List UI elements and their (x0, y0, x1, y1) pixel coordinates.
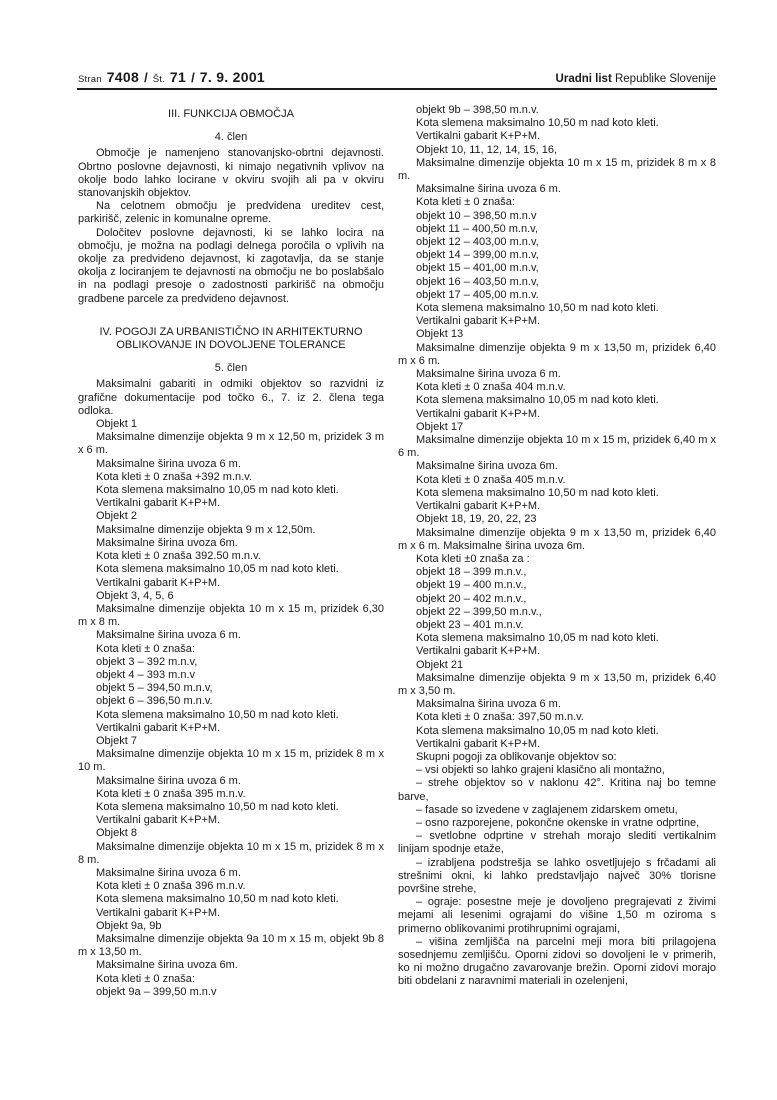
paragraph: Kota slemena maksimalno 10,50 m nad koto kleti. (96, 893, 339, 906)
paragraph: Maksimalne dimenzije objekta 9 m x 13,50 m, prizidek 6,40 m x 3,50 m. (398, 671, 716, 697)
paragraph: Maksimalne dimenzije objekta 9 m x 12,50m. (96, 523, 316, 536)
paragraph: Kota kleti ± 0 znaša 395 m.n.v. (96, 787, 246, 800)
paragraph: objekt 10 – 398,50 m.n.v (416, 209, 537, 222)
paragraph: Kota kleti ± 0 znaša: 397,50 m.n.v. (416, 711, 584, 724)
paragraph: Kota slemena maksimalno 10,05 m nad koto kleti. (96, 484, 339, 497)
paragraph: – ograje: posestne meje je dovoljeno pregrajevati z živimi mejami ali lesenimi ograjami do višine 1,50 m oziroma s primerno oblikovanimi protihrupnimi ograjami, (398, 896, 716, 935)
paragraph: Maksimalna širina uvoza 6 m. (416, 698, 561, 711)
gazette-title (556, 73, 716, 85)
paragraph: Vertikalni gabarit K+P+M. (96, 814, 221, 827)
page-number: 7408 (106, 69, 140, 85)
gazette-name: Uradni list (555, 73, 612, 85)
paragraph: Objekt 2 (96, 510, 137, 523)
paragraph: objekt 19 – 400 m.n.v., (416, 579, 527, 592)
paragraph: Maksimalni gabariti in odmiki objektov so razvidni iz grafične dokumentacije pod točko 6., 7. iz 2. člena tega odloka. (78, 378, 384, 417)
paragraph: Objekt 10, 11, 12, 14, 15, 16, (416, 143, 558, 156)
paragraph: Kota slemena maksimalno 10,05 m nad koto kleti. (416, 394, 659, 407)
paragraph: Kota kleti ± 0 znaša 404 m.n.v. (416, 381, 566, 394)
text-columns (78, 104, 716, 999)
paragraph: Objekt 3, 4, 5, 6 (96, 589, 174, 602)
paragraph: Na celotnem območju je predvidena ureditev cest, parkirišč, zelenic in komunalne opreme. (78, 200, 384, 226)
paragraph: Vertikalni gabarit K+P+M. (416, 737, 541, 750)
paragraph: Objekt 8 (96, 827, 137, 840)
paragraph: Maksimalne širina uvoza 6 m. (416, 368, 561, 381)
section-heading: 5. člen (214, 362, 248, 375)
paragraph: Kota kleti ± 0 znaša 396 m.n.v. (96, 880, 246, 893)
paragraph: objekt 11 – 400,50 m.n.v, (416, 222, 538, 235)
issue-number: 71 (169, 69, 187, 85)
paragraph: Kota slemena maksimalno 10,50 m nad koto kleti. (96, 800, 339, 813)
paragraph: Objekt 21 (416, 658, 464, 671)
paragraph: Maksimalne širina uvoza 6 m. (416, 183, 561, 196)
issue-label: Št. (152, 74, 165, 85)
section-heading: III. FUNKCIJA OBMOČJA (168, 108, 294, 120)
paragraph: Objekt 1 (96, 418, 137, 431)
paragraph: Skupni pogoji za oblikovanje objektov so: (416, 750, 617, 763)
paragraph: Kota kleti ± 0 znaša: (416, 196, 515, 209)
paragraph: objekt 16 – 403,50 m.n.v, (416, 275, 539, 288)
paragraph: Objekt 7 (96, 734, 137, 747)
separator-slash: / (191, 70, 195, 85)
paragraph: Maksimalne dimenzije objekta 9 m x 13,50 m, prizidek 6,40 m x 6 m. (398, 341, 716, 367)
paragraph: Vertikalni gabarit K+P+M. (416, 645, 541, 658)
section-heading: 4. člen (214, 131, 248, 144)
paragraph: objekt 20 – 402 m.n.v., (416, 592, 527, 605)
header-rule (77, 88, 717, 90)
paragraph: objekt 23 – 401 m.n.v. (416, 618, 524, 631)
paragraph: objekt 9b – 398,50 m.n.v. (416, 104, 539, 116)
paragraph: Kota slemena maksimalno 10,05 m nad koto kleti. (416, 632, 659, 645)
paragraph: Maksimalne dimenzije objekta 10 m x 15 m, prizidek 8 m x 8 m. (398, 156, 716, 183)
paragraph: Objekt 17 (416, 420, 464, 433)
paragraph: Maksimalne širina uvoza 6 m. (96, 774, 241, 787)
paragraph: Objekt 13 (416, 328, 464, 341)
paragraph: – vsi objekti so lahko grajeni klasično ali montažno, (416, 764, 665, 777)
paragraph: Maksimalne dimenzije objekta 10 m x 15 m, prizidek 6,30 m x 8 m. (78, 602, 384, 629)
paragraph: Maksimalne širina uvoza 6m. (96, 959, 238, 972)
paragraph: Vertikalni gabarit K+P+M. (416, 130, 541, 143)
paragraph: Objekt 18, 19, 20, 22, 23 (416, 513, 537, 526)
left-column (78, 104, 384, 999)
page-header (78, 69, 716, 85)
paragraph: Kota slemena maksimalno 10,50 m nad koto kleti. (416, 117, 659, 130)
paragraph: Kota kleti ± 0 znaša 392.50 m.n.v. (96, 550, 261, 563)
paragraph: objekt 5 – 394,50 m.n.v, (96, 682, 213, 695)
paragraph: Maksimalne dimenzije objekta 9 m x 13,50 m, prizidek 6,40 m x 6 m. Maksimalne širina uvoza 6m. (398, 526, 716, 552)
paragraph: Kota kleti ±0 znaša za : (416, 552, 530, 565)
gazette-subtitle: Republike Slovenije (614, 73, 716, 85)
paragraph: – višina zemljišča na parcelni meji mora biti prilagojena sosednjemu zemljišču. Oporni zidovi so dovoljeni le v primerih, ko ni možno drugačno zavarovanje brežin. Oporni zidovi morajo biti obdelani z naravnimi materiali in ozelenjeni, (398, 935, 716, 988)
header-pagination (78, 69, 265, 85)
right-column (398, 104, 716, 999)
paragraph: Objekt 9a, 9b (96, 919, 162, 932)
paragraph: Kota slemena maksimalno 10,50 m nad koto kleti. (416, 302, 659, 315)
paragraph: objekt 18 – 399 m.n.v., (416, 566, 527, 579)
paragraph: – izrabljena podstrešja se lahko osvetljujejo s frčadami ali strešnimi okni, ki lahko predstavljajo največ 30% tlorisne površine strehe, (398, 856, 716, 895)
paragraph: Določitev poslovne dejavnosti, ki se lahko locira na območju, je možna na podlagi delnega poročila o vplivih na okolje za predvideno dejavnost, ki zagotavlja, da se stanje okolja z lociranjem te dejavnosti na območju ne bo poslabšalo in na podlagi presoje o zadostnosti parkirišč na območju gradbene parcele za predvideno dejavnost. (78, 226, 384, 305)
paragraph: Kota kleti ± 0 znaša: (96, 642, 195, 655)
paragraph: Vertikalni gabarit K+P+M. (96, 721, 221, 734)
paragraph: – fasade so izvedene v zaglajenem zidarskem ometu, (416, 803, 678, 816)
paragraph: objekt 6 – 396,50 m.n.v. (96, 695, 213, 708)
paragraph: Maksimalne dimenzije objekta 10 m x 15 m, prizidek 6,40 m x 6 m. (398, 434, 716, 460)
paragraph: Maksimalne dimenzije objekta 9a 10 m x 15 m, objekt 9b 8 m x 13,50 m. (78, 932, 384, 959)
paragraph: Kota kleti ± 0 znaša: (96, 972, 195, 985)
paragraph: Vertikalni gabarit K+P+M. (416, 500, 541, 513)
paragraph: Kota kleti ± 0 znaša +392 m.n.v. (96, 470, 252, 483)
paragraph: Maksimalne dimenzije objekta 10 m x 15 m, prizidek 8 m x 10 m. (78, 748, 384, 774)
paragraph: Kota kleti ± 0 znaša 405 m.n.v. (416, 473, 566, 486)
paragraph: Maksimalne širina uvoza 6 m. (96, 629, 241, 642)
section-heading: IV. POGOJI ZA URBANISTIČNO IN ARHITEKTURNO OBLIKOVANJE IN DOVOLJENE TOLERANCE (99, 325, 363, 352)
paragraph: Kota slemena maksimalno 10,05 m nad koto kleti. (96, 563, 339, 576)
paragraph: Območje je namenjeno stanovanjsko-obrtni dejavnosti. Obrtno poslovne dejavnosti, ki nimajo negativnih vplivov na okolje bodo lahko locirane v okviru svojih ali pa v okviru stanovanjskih objektov. (78, 147, 384, 200)
paragraph: objekt 4 – 393 m.n.v (96, 668, 196, 681)
paragraph: – osno razporejene, pokončne okenske in vratne odprtine, (416, 816, 700, 829)
paragraph: Vertikalni gabarit K+P+M. (96, 906, 221, 919)
paragraph: – svetlobne odprtine v strehah morajo slediti vertikalnim linijam spodnje etaže, (398, 830, 716, 856)
paragraph: Maksimalne dimenzije objekta 9 m x 12,50 m, prizidek 3 m x 6 m. (78, 431, 384, 457)
stran-label: Stran (78, 74, 102, 85)
paragraph: objekt 3 – 392 m.n.v, (96, 655, 198, 668)
paragraph: Kota slemena maksimalno 10,50 m nad koto kleti. (96, 708, 339, 721)
paragraph: objekt 9a – 399,50 m.n.v (96, 985, 217, 998)
paragraph: Vertikalni gabarit K+P+M. (416, 407, 541, 420)
issue-date: 7. 9. 2001 (199, 69, 266, 85)
paragraph: – strehe objektov so v naklonu 42°. Kritina naj bo temne barve, (398, 777, 716, 803)
paragraph: Maksimalne širina uvoza 6m. (96, 536, 238, 549)
paragraph: Vertikalni gabarit K+P+M. (96, 497, 221, 510)
paragraph: objekt 14 – 399,00 m.n.v, (416, 249, 539, 262)
paragraph: Maksimalne širina uvoza 6 m. (96, 457, 241, 470)
paragraph: Kota slemena maksimalno 10,05 m nad koto kleti. (416, 724, 659, 737)
paragraph: Kota slemena maksimalno 10,50 m nad koto kleti. (416, 486, 659, 499)
paragraph: Vertikalni gabarit K+P+M. (96, 576, 221, 589)
paragraph: objekt 22 – 399,50 m.n.v., (416, 605, 542, 618)
paragraph: Maksimalne dimenzije objekta 10 m x 15 m, prizidek 8 m x 8 m. (78, 840, 384, 866)
paragraph: Maksimalne širina uvoza 6m. (416, 460, 558, 473)
paragraph: Maksimalne širina uvoza 6 m. (96, 866, 241, 879)
paragraph: objekt 15 – 401,00 m.n.v, (416, 262, 539, 275)
paragraph: objekt 17 – 405,00 m.n.v. (416, 288, 539, 301)
paragraph: Vertikalni gabarit K+P+M. (416, 315, 541, 328)
separator-slash: / (144, 70, 148, 85)
paragraph: objekt 12 – 403,00 m.n.v, (416, 236, 539, 249)
